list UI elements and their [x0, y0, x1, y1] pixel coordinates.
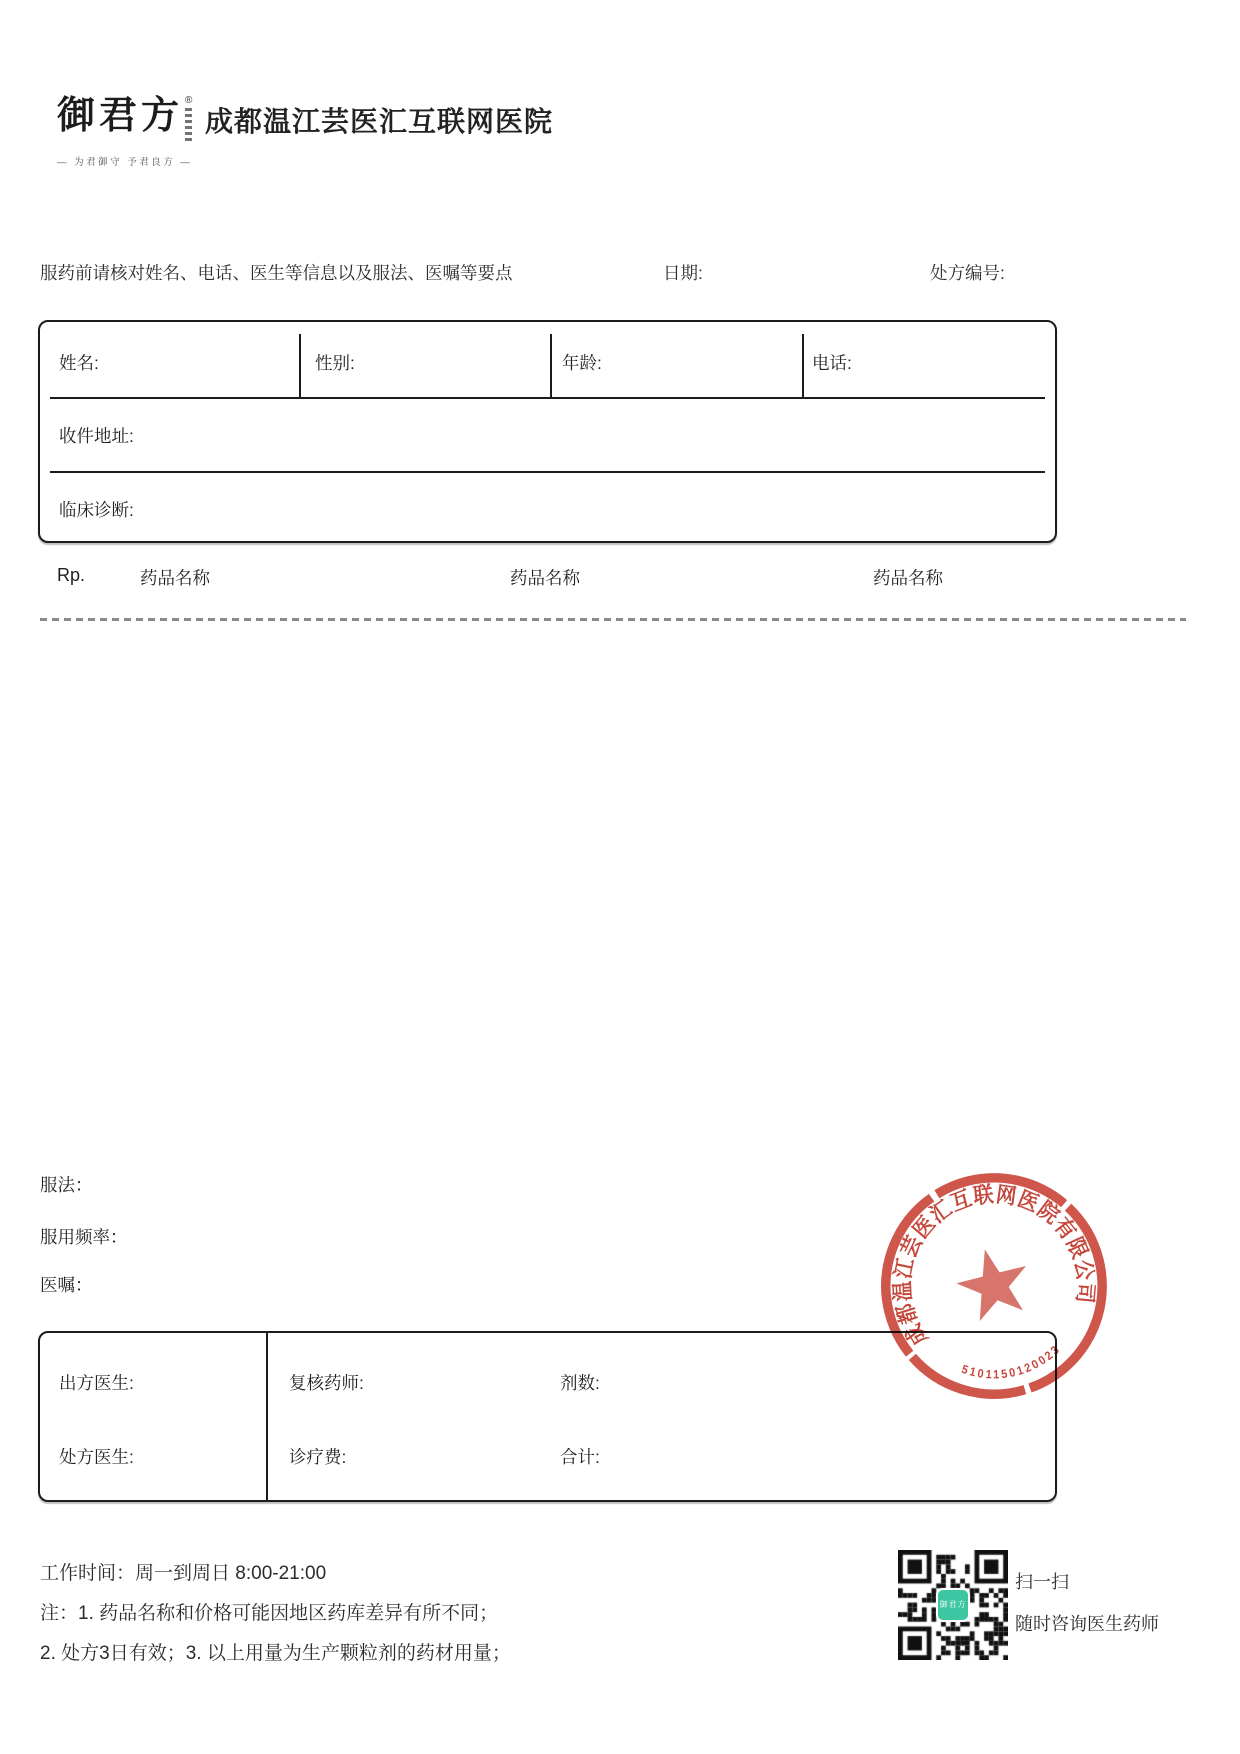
stamp-serial-number: 5101150120023: [959, 1340, 1065, 1382]
dashed-separator: [40, 618, 1186, 621]
clinical-diagnosis-label: 临床诊断:: [59, 500, 134, 520]
usage-method-label: 服法：: [40, 1175, 93, 1195]
total-label: 合计:: [560, 1447, 600, 1467]
rp-label: Rp.: [57, 565, 86, 585]
patient-phone-label: 电话:: [812, 353, 852, 373]
drug-name-column-3: 药品名称: [873, 568, 943, 588]
row-divider: [50, 471, 1045, 473]
note-line-1: 注：1. 药品名称和价格可能因地区药库差异有所不同；: [40, 1603, 499, 1624]
reviewing-pharmacist-label: 复核药师:: [289, 1373, 364, 1393]
brand-vertical-mark: [185, 108, 192, 142]
column-divider: [802, 334, 804, 397]
doses-label: 剂数:: [560, 1373, 600, 1393]
patient-info-box: [38, 320, 1057, 543]
registered-trademark-icon: ®: [185, 95, 193, 106]
verify-notice-text: 服药前请核对姓名、电话、医生等信息以及服法、医嘱等要点: [40, 263, 513, 283]
qr-center-logo-text: 御君方: [939, 1600, 967, 1610]
brand-logo: [57, 92, 193, 168]
brand-name: 御君方: [57, 92, 184, 137]
column-divider: [299, 334, 301, 397]
stamp-company-text: 成都温江芸医汇互联网医院有限公司: [889, 1181, 1099, 1350]
drug-name-column-1: 药品名称: [140, 568, 210, 588]
working-hours: 工作时间：周一到周日 8:00-21:00: [40, 1563, 327, 1584]
patient-age-label: 年龄:: [562, 353, 602, 373]
patient-name-label: 姓名:: [59, 353, 99, 373]
stamp-star: [950, 1241, 1036, 1325]
issuing-doctor-label: 出方医生:: [59, 1373, 134, 1393]
usage-frequency-label: 服用频率：: [40, 1227, 128, 1247]
shipping-address-label: 收件地址:: [59, 426, 134, 446]
scan-label: 扫一扫: [1015, 1572, 1069, 1592]
note-line-2: 2. 处方3日有效；3. 以上用量为生产颗粒剂的药材用量；: [40, 1643, 511, 1664]
doctor-advice-label: 医嘱：: [40, 1275, 93, 1295]
patient-gender-label: 性别:: [315, 353, 355, 373]
rx-number-label: 处方编号:: [930, 263, 1005, 283]
brand-tagline: — 为君御守 予君良方 —: [57, 157, 193, 168]
drug-name-column-2: 药品名称: [510, 568, 580, 588]
scan-description: 随时咨询医生药师: [1015, 1614, 1159, 1634]
prescribing-doctor-label: 处方医生:: [59, 1447, 134, 1467]
row-divider: [50, 397, 1045, 399]
date-label: 日期:: [663, 263, 703, 283]
column-divider: [266, 1333, 268, 1500]
page-title: 成都温江芸医汇互联网医院: [205, 106, 554, 137]
column-divider: [550, 334, 552, 397]
consult-fee-label: 诊疗费:: [289, 1447, 347, 1467]
qr-center-logo: [936, 1588, 970, 1622]
